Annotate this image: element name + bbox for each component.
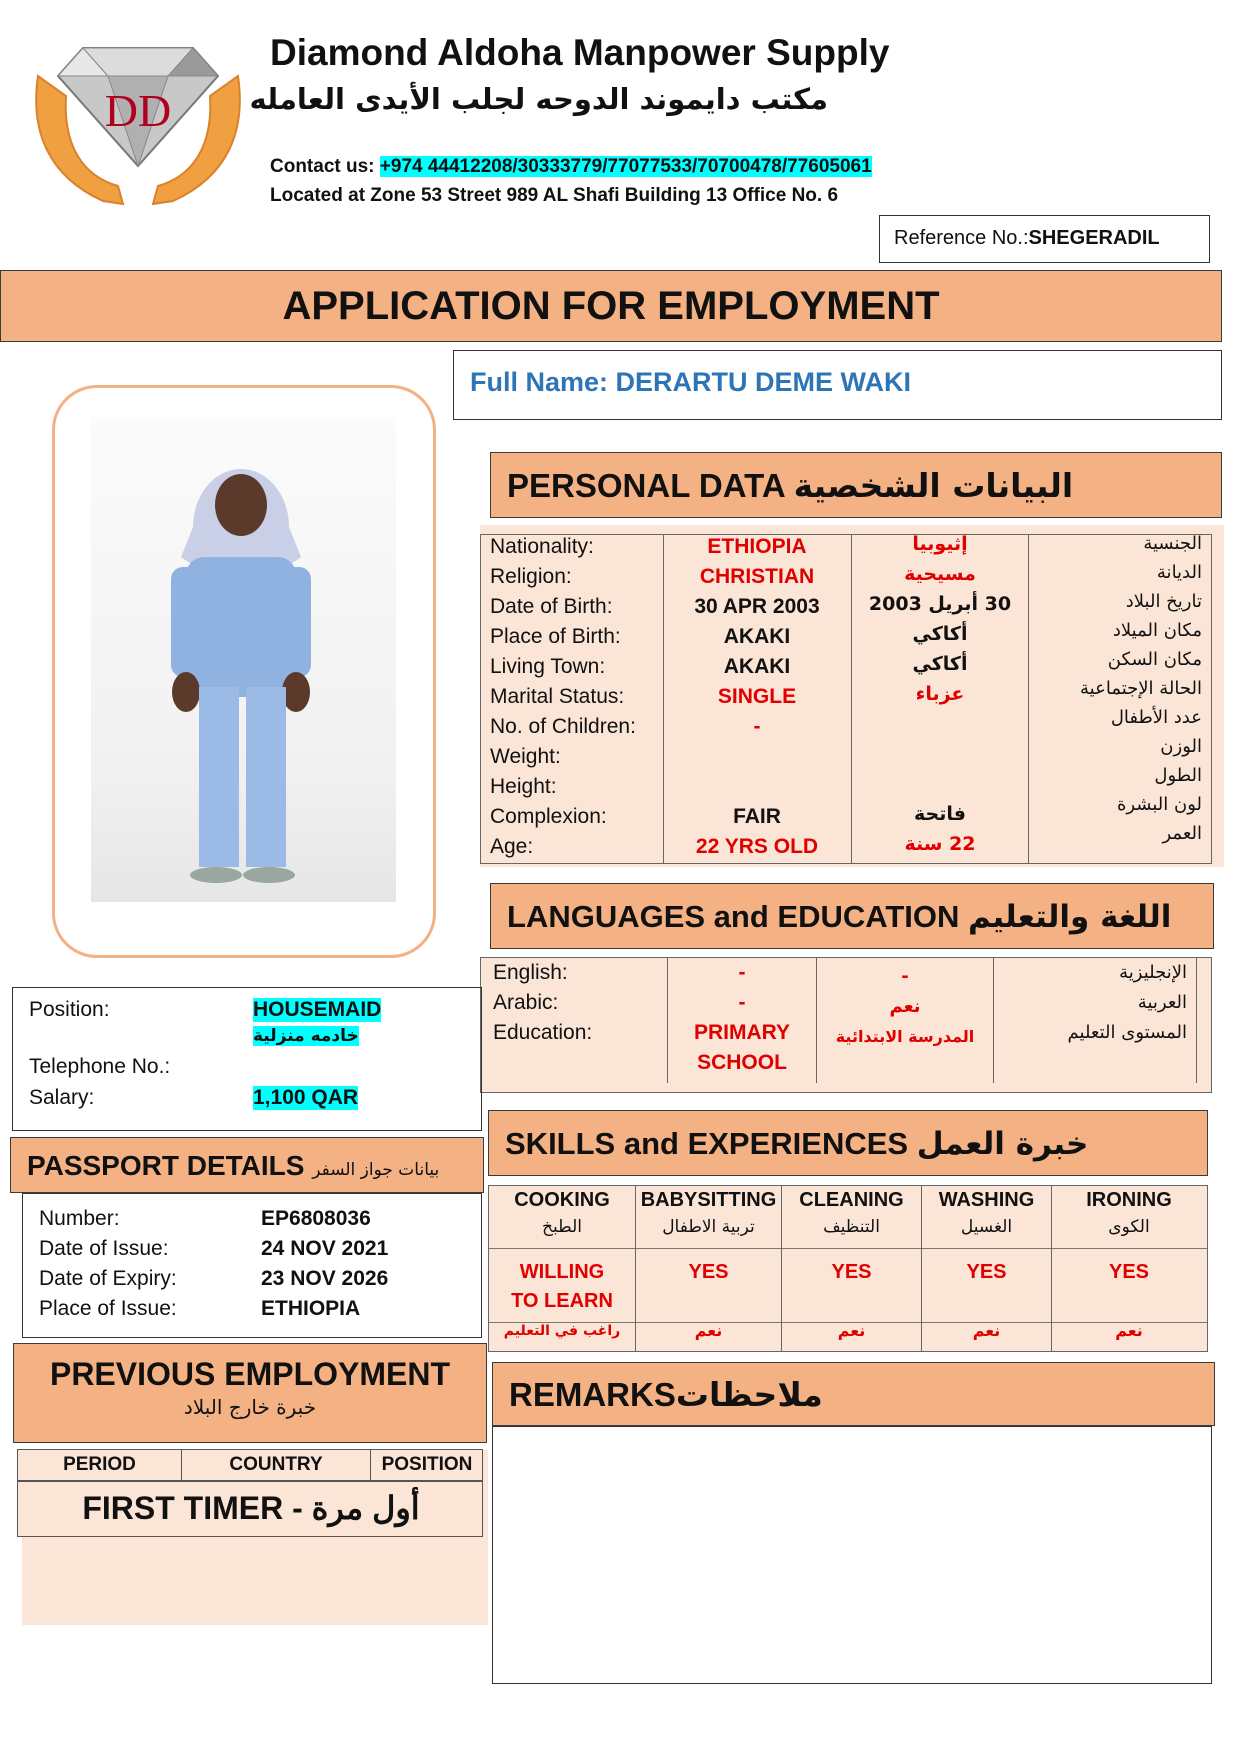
skill-cleaning-value: YES — [831, 1261, 872, 1283]
personal-heading-ar: البيانات الشخصية — [793, 466, 1074, 505]
value-ar-complexion: فاتحة — [914, 803, 966, 825]
personal-labels-ar-col — [1032, 529, 1202, 848]
telephone-label: Telephone No.: — [29, 1055, 171, 1078]
company-name-en: Diamond Aldoha Manpower Supply — [270, 32, 890, 73]
position-value: HOUSEMAID — [253, 998, 382, 1021]
skill-ironing-value-ar: نعم — [1115, 1321, 1143, 1340]
passport-label-place: Place of Issue: — [39, 1297, 177, 1320]
passport-values-col — [261, 1204, 388, 1324]
passport-label-number: Number: — [39, 1207, 120, 1230]
languages-labels-col — [493, 958, 592, 1048]
value-marital: SINGLE — [717, 685, 797, 708]
label-dob: Date of Birth: — [490, 595, 613, 618]
contact-line — [270, 156, 872, 178]
label-children: No. of Children: — [490, 715, 636, 738]
passport-expiry-date: 23 NOV 2026 — [261, 1267, 389, 1290]
salary-value: 1,100 QAR — [253, 1086, 359, 1109]
company-name-ar: مكتب دايموند الدوحه لجلب الأيدى العامله — [249, 82, 828, 116]
company-logo — [28, 36, 248, 214]
personal-labels-col — [490, 532, 660, 862]
label-ar-height: الطول — [1154, 765, 1202, 786]
languages-heading-en: LANGUAGES and EDUCATION — [507, 899, 960, 934]
label-ar-marital: الحالة الإجتماعية — [1080, 678, 1202, 699]
value-ar-arabic: نعم — [889, 996, 921, 1017]
label-marital: Marital Status: — [490, 685, 625, 708]
value-dob: 30 APR 2003 — [694, 595, 820, 618]
skill-cleaning — [782, 1186, 921, 1342]
skill-cleaning-ar: التنظيف — [823, 1217, 880, 1237]
skills-heading — [488, 1110, 1208, 1176]
logo-letters: DD — [104, 85, 172, 136]
label-english: English: — [493, 961, 568, 984]
col-period: PERIOD — [63, 1454, 136, 1475]
value-ar-dob: 30 أبريل 2003 — [868, 593, 1012, 615]
label-age: Age: — [490, 835, 534, 858]
previous-employment-table — [17, 1449, 483, 1537]
languages-values-col — [668, 958, 816, 1078]
languages-labels-ar-col — [997, 958, 1187, 1048]
value-ar-marital: عزباء — [915, 683, 965, 705]
skill-ironing-value: YES — [1108, 1261, 1150, 1283]
value-living-town: AKAKI — [723, 655, 791, 678]
skill-cooking — [489, 1186, 635, 1342]
label-complexion: Complexion: — [490, 805, 607, 828]
passport-label-issue: Date of Issue: — [39, 1237, 169, 1260]
skill-ironing — [1052, 1186, 1206, 1342]
label-height: Height: — [490, 775, 557, 798]
passport-heading-ar: بيانات جواز السفر — [312, 1160, 440, 1180]
value-ar-education: المدرسة الابتدائية — [835, 1027, 975, 1046]
label-ar-pob: مكان الميلاد — [1112, 620, 1202, 641]
label-ar-weight: الوزن — [1160, 736, 1202, 757]
position-label: Position: — [29, 998, 110, 1021]
personal-values-col — [664, 532, 850, 862]
salary-label: Salary: — [29, 1086, 95, 1109]
value-complexion: FAIR — [733, 805, 781, 828]
skill-cooking-en: COOKING — [514, 1189, 610, 1211]
label-ar-arabic: العربية — [1137, 992, 1187, 1013]
value-ar-english: - — [901, 966, 909, 987]
value-age: 22 YRS OLD — [695, 835, 819, 858]
label-education: Education: — [493, 1021, 593, 1044]
languages-table — [480, 957, 1212, 1093]
skill-ironing-en: IRONING — [1086, 1189, 1172, 1211]
skills-heading-ar: خبرة العمل — [916, 1126, 1089, 1162]
value-english: - — [738, 961, 746, 984]
passport-issue-place: ETHIOPIA — [261, 1297, 361, 1320]
position-box — [12, 987, 482, 1131]
value-ar-pob: أكاكي — [912, 623, 968, 645]
passport-number: EP6808036 — [261, 1207, 371, 1230]
value-education: PRIMARY SCHOOL — [693, 1021, 791, 1074]
label-ar-religion: الديانة — [1156, 562, 1202, 583]
passport-heading-en: PASSPORT DETAILS — [27, 1150, 305, 1181]
address-line: Located at Zone 53 Street 989 AL Shafi Building 13 Office No. 6 — [270, 185, 839, 206]
passport-heading — [10, 1137, 484, 1193]
value-weight — [664, 742, 850, 772]
personal-data-table — [480, 525, 1224, 867]
value-religion: CHRISTIAN — [699, 565, 815, 588]
previous-heading-ar: خبرة خارج البلاد — [183, 1395, 317, 1419]
value-height — [664, 772, 850, 802]
languages-heading-ar: اللغة والتعليم — [968, 899, 1172, 935]
value-arabic: - — [738, 991, 746, 1014]
label-ar-living-town: مكان السكن — [1107, 649, 1202, 670]
label-arabic: Arabic: — [493, 991, 559, 1014]
photo-frame — [52, 385, 436, 958]
value-children: - — [753, 715, 761, 738]
value-ar-children — [852, 709, 1028, 739]
contact-label: Contact us: — [270, 156, 380, 177]
value-pob: AKAKI — [723, 625, 791, 648]
col-position: POSITION — [381, 1454, 473, 1475]
reference-box — [879, 215, 1210, 263]
label-nationality: Nationality: — [490, 535, 594, 558]
skill-washing-value-ar: نعم — [972, 1321, 1001, 1340]
skill-washing-en: WASHING — [938, 1189, 1035, 1211]
label-weight: Weight: — [490, 745, 561, 768]
label-ar-children: عدد الأطفال — [1110, 707, 1202, 728]
full-name-box: Full Name: DERARTU DEME WAKI — [453, 350, 1222, 420]
skill-cooking-value-ar: راغب في التعليم — [503, 1323, 621, 1339]
reference-label: Reference No.: — [894, 227, 1029, 249]
skill-babysitting — [636, 1186, 781, 1342]
skill-cooking-ar: الطبخ — [542, 1217, 582, 1237]
label-ar-nationality: الجنسية — [1143, 533, 1202, 554]
contact-numbers: +974 44412208/30333779/77077533/70700478/77605061 — [379, 156, 872, 177]
label-living-town: Living Town: — [490, 655, 606, 678]
label-ar-dob: تاريخ البلاد — [1125, 591, 1202, 612]
remarks-heading-en: REMARKS — [509, 1376, 676, 1413]
skill-washing-value: YES — [966, 1261, 1007, 1283]
passport-issue-date: 24 NOV 2021 — [261, 1237, 389, 1260]
skills-heading-en: SKILLS and EXPERIENCES — [505, 1126, 909, 1161]
personal-data-heading — [490, 452, 1222, 518]
label-ar-age: العمر — [1162, 823, 1202, 844]
previous-heading-en: PREVIOUS EMPLOYMENT — [49, 1356, 451, 1392]
skill-babysitting-en: BABYSITTING — [640, 1189, 777, 1211]
col-country: COUNTRY — [229, 1454, 323, 1475]
personal-heading-en: PERSONAL DATA — [507, 467, 785, 504]
skill-washing-ar: الغسيل — [960, 1217, 1013, 1237]
value-ar-weight — [852, 739, 1028, 769]
skill-babysitting-value: YES — [688, 1261, 729, 1283]
remarks-heading-ar: ملاحظات — [675, 1375, 823, 1414]
person-silhouette-icon — [91, 417, 396, 902]
value-ar-living-town: أكاكي — [912, 653, 968, 675]
remarks-heading — [492, 1362, 1215, 1426]
position-value-ar: خادمه منزلية — [253, 1026, 359, 1046]
page-title: APPLICATION FOR EMPLOYMENT — [0, 270, 1222, 342]
value-ar-height — [852, 769, 1028, 799]
skill-cooking-value: WILLING TO LEARN — [511, 1261, 613, 1312]
label-pob: Place of Birth: — [490, 625, 621, 648]
value-ar-nationality: إثيوبيا — [912, 533, 968, 555]
label-ar-english: الإنجليزية — [1119, 962, 1187, 983]
languages-heading — [490, 883, 1214, 949]
languages-values-ar-col — [817, 962, 993, 1052]
passport-label-expiry: Date of Expiry: — [39, 1267, 177, 1290]
label-religion: Religion: — [490, 565, 572, 588]
value-ar-age: 22 سنة — [904, 833, 976, 855]
value-ar-religion: مسيحية — [904, 563, 976, 585]
previous-employment-heading — [13, 1343, 487, 1443]
personal-values-ar-col — [852, 529, 1028, 859]
skills-table — [488, 1185, 1208, 1352]
skill-cleaning-value-ar: نعم — [837, 1321, 866, 1340]
value-nationality: ETHIOPIA — [707, 535, 807, 558]
label-ar-education: المستوى التعليم — [1067, 1022, 1187, 1043]
reference-value: SHEGERADIL — [1028, 227, 1160, 249]
skill-babysitting-ar: تربية الاطفال — [662, 1217, 755, 1237]
passport-labels-col — [39, 1204, 177, 1324]
skill-cleaning-en: CLEANING — [799, 1189, 904, 1211]
logo-hands-diamond-icon — [28, 36, 248, 214]
previous-employment-value: FIRST TIMER - أول مرة — [82, 1490, 420, 1526]
applicant-photo — [91, 417, 396, 902]
label-ar-complexion: لون البشرة — [1116, 794, 1202, 815]
passport-box — [22, 1193, 482, 1338]
skill-washing — [922, 1186, 1051, 1342]
skill-ironing-ar: الكوى — [1108, 1217, 1150, 1237]
remarks-box — [492, 1426, 1212, 1684]
skill-babysitting-value-ar: نعم — [694, 1321, 723, 1340]
